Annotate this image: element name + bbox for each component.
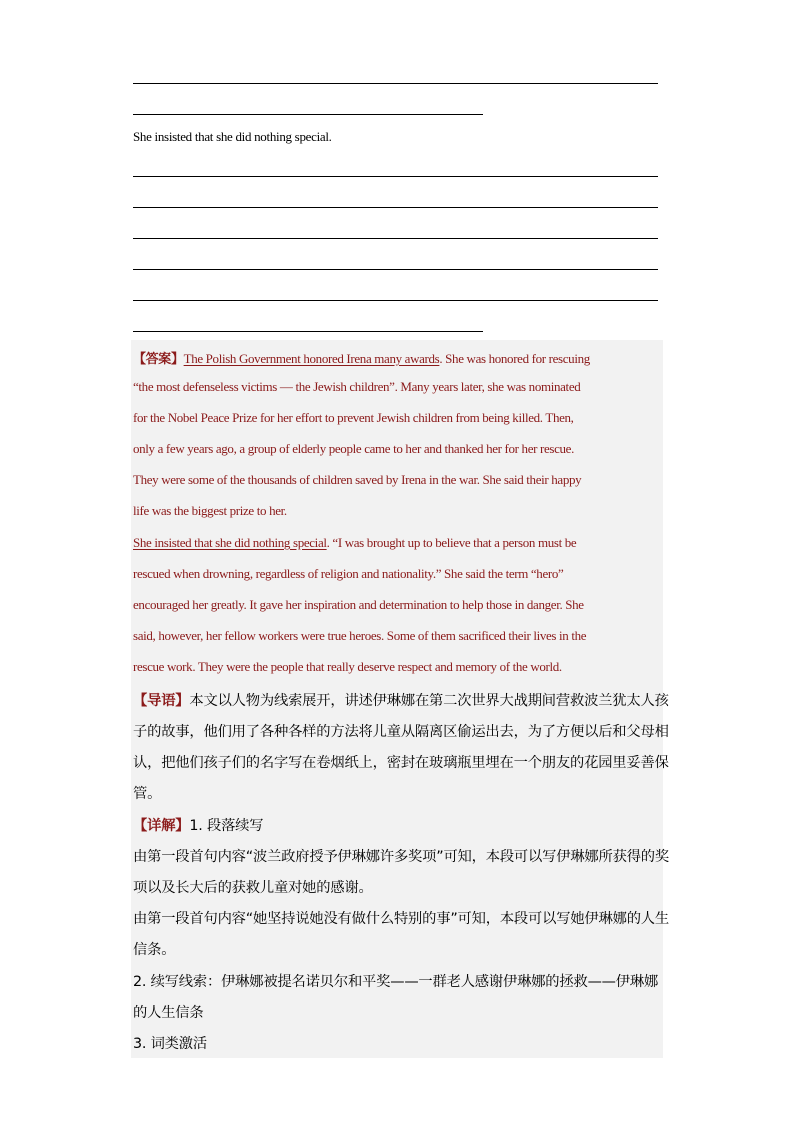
guide-line [133, 690, 669, 710]
answer-text: . “I was brought up to believe that a person must be [326, 535, 577, 550]
topic-sentence-2: She insisted that she did nothing special [133, 535, 327, 550]
writing-line [133, 238, 658, 239]
answer-line: said, however, her fellow workers were true heroes. Some of them sacrificed their lives in the [133, 628, 587, 643]
detail-line [133, 815, 263, 835]
detail-line: 由第一段首句内容“波兰政府授予伊琳娜许多奖项”可知，本段可以写伊琳娜所获得的奖 [133, 849, 669, 865]
detail-line: 由第一段首句内容“她坚持说她没有做什么特别的事”可知，本段可以写她伊琳娜的人生 [133, 911, 669, 927]
detail-line: 信条。 [133, 942, 176, 958]
answer-line: They were some of the thousands of children saved by Irena in the war. She said their happy [133, 472, 582, 487]
paragraph-prompt: She insisted that she did nothing special. [133, 129, 332, 144]
answer-line: encouraged her greatly. It gave her inspiration and determination to help those in danger. She [133, 597, 584, 612]
writing-line [133, 207, 658, 208]
detail-tag: 【详解】 [133, 818, 190, 834]
writing-line [133, 269, 658, 270]
guide-tag: 【导语】 [133, 693, 190, 709]
guide-line: 子的故事，他们用了各种各样的方法将儿童从隔离区偷运出去，为了方便以后和父母相 [133, 724, 669, 740]
answer-line: for the Nobel Peace Prize for her effort to prevent Jewish children from being killed. Then, [133, 410, 574, 425]
detail-line: 的人生信条 [133, 1005, 204, 1021]
writing-line [133, 300, 658, 301]
guide-text: 本文以人物为线索展开，讲述伊琳娜在第二次世界大战期间营救波兰犹太人孩 [189, 693, 669, 709]
answer-tag: 【答案】 [133, 352, 184, 367]
answer-line: “the most defenseless victims — the Jewish children”. Many years later, she was nominated [133, 379, 581, 394]
writing-line [133, 114, 483, 115]
answer-line [133, 535, 576, 551]
writing-line [133, 176, 658, 177]
answer-line: rescued when drowning, regardless of religion and nationality.” She said the term “hero” [133, 566, 564, 581]
answer-line [133, 348, 590, 367]
answer-line: only a few years ago, a group of elderly people came to her and thanked her for her rescue. [133, 441, 575, 456]
detail-line: 项以及长大后的获救儿童对她的感谢。 [133, 880, 373, 896]
answer-line: rescue work. They were the people that really deserve respect and memory of the world. [133, 659, 562, 674]
answer-line: life was the biggest prize to her. [133, 503, 287, 518]
detail-heading: 1. 段落续写 [189, 818, 264, 834]
guide-line: 管。 [133, 786, 162, 802]
writing-line [133, 83, 658, 84]
detail-line: 2. 续写线索：伊琳娜被提名诺贝尔和平奖——一群老人感谢伊琳娜的拯救——伊琳娜 [133, 974, 659, 990]
guide-line: 认，把他们孩子们的名字写在卷烟纸上，密封在玻璃瓶里埋在一个朋友的花园里妥善保 [133, 755, 669, 771]
writing-line [133, 331, 483, 332]
topic-sentence-1: The Polish Government honored Irena many awards [183, 351, 440, 366]
detail-line: 3. 词类激活 [133, 1036, 207, 1052]
answer-text: . She was honored for rescuing [439, 351, 590, 366]
